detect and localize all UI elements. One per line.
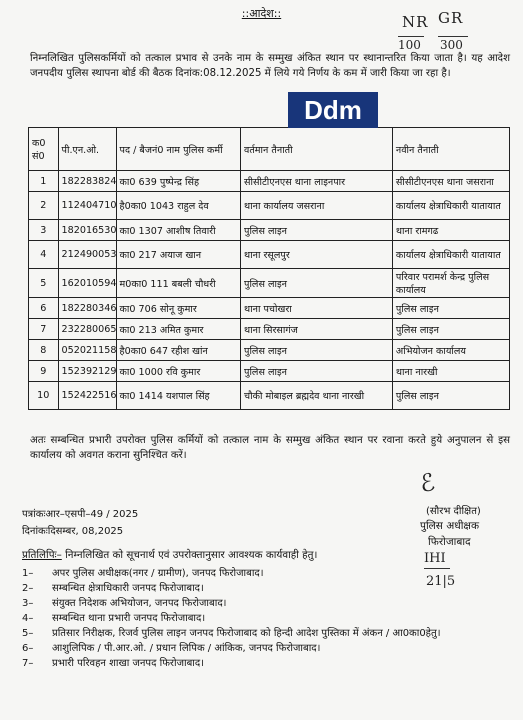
handwritten-note-gr: GR	[438, 9, 464, 27]
cell-new-posting: परिवार परामर्श केन्द्र पुलिस कार्यालय	[392, 269, 509, 298]
cell-pno: 162010594	[58, 269, 116, 298]
table-row	[29, 241, 510, 269]
header-pno: पी.एन.ओ.	[58, 128, 116, 171]
cell-pno: 212490053	[58, 241, 116, 269]
signatory-district: फिरोजाबाद	[428, 536, 471, 548]
table-row	[29, 192, 510, 220]
header-name: पद / बैजनं0 नाम पुलिस कर्मी	[116, 128, 240, 171]
copy-to-heading	[22, 548, 317, 562]
reference-date: दिनांकःदिसम्बर, 08,2025	[22, 526, 124, 537]
header-new-posting: नवीन तैनाती	[392, 128, 509, 171]
handwritten-underline	[438, 36, 468, 37]
cell-pno: 152422516	[58, 382, 116, 410]
table-row	[29, 220, 510, 241]
copy-to-list	[22, 566, 510, 671]
cell-serial: 2	[29, 192, 59, 220]
cell-serial: 8	[29, 340, 59, 361]
header-current-posting: वर्तमान तैनाती	[241, 128, 393, 171]
ddm-watermark-logo: Ddm	[288, 92, 378, 128]
table-header-row	[29, 128, 510, 171]
cell-new-posting: पुलिस लाइन	[392, 298, 509, 319]
list-item-text: संयुक्त निदेशक अभियोजन, जनपद फिरोजाबाद।	[52, 598, 227, 609]
cell-name: का0 213 अमित कुमार	[116, 319, 240, 340]
cell-serial: 1	[29, 171, 59, 192]
transfer-table	[28, 127, 510, 410]
handwritten-note-300: 300	[440, 38, 463, 52]
closing-paragraph: अतः सम्बन्धित प्रभारी उपरोक्त पुलिस कर्मियों को तत्काल नाम के सम्मुख अंकित स्थान पर रवाना करते हुये अनुपालन से इस कार्यालय को अवगत कराना सुनिश्चित करें।	[30, 435, 510, 461]
cell-current-posting: थाना पचोखरा	[241, 298, 393, 319]
handwritten-underline	[398, 36, 424, 37]
handwritten-note-100: 100	[398, 38, 421, 52]
list-item-text: प्रभारी परिवहन शाखा जनपद फिरोजाबाद।	[52, 658, 204, 669]
cell-name: का0 217 अयाज खान	[116, 241, 240, 269]
cell-serial: 5	[29, 269, 59, 298]
cell-name: का0 639 पुष्पेन्द्र सिंह	[116, 171, 240, 192]
cell-serial: 7	[29, 319, 59, 340]
cell-new-posting: पुलिस लाइन	[392, 382, 509, 410]
table-row	[29, 340, 510, 361]
cell-current-posting: चौकी मोबाइल ब्रह्मदेव थाना नारखी	[241, 382, 393, 410]
list-item	[22, 641, 510, 656]
cell-current-posting: थाना सिरसागंज	[241, 319, 393, 340]
handwritten-initials: IHI	[424, 551, 446, 566]
cell-new-posting: सीसीटीएनएस थाना जसराना	[392, 171, 509, 192]
cell-name: का0 1307 आशीष तिवारी	[116, 220, 240, 241]
list-item-number: 2–	[22, 583, 34, 594]
cell-current-posting: पुलिस लाइन	[241, 340, 393, 361]
copy-to-text: निम्नलिखित को सूचनार्थ एवं उपरोक्तानुसार आवश्यक कार्यवाही हेतु।	[61, 549, 318, 561]
list-item-text: प्रतिसार निरीक्षक, रिजर्व पुलिस लाइन जनपद फिरोजाबाद को हिन्दी आदेश पुस्तिका में अंकन / आ0का0हेतु।	[52, 628, 441, 639]
list-item-number: 6–	[22, 643, 34, 654]
handwritten-note-nr: NR	[402, 13, 429, 31]
cell-name: का0 706 सोनू कुमार	[116, 298, 240, 319]
list-item-text: सम्बन्धित थाना प्रभारी जनपद फिरोजाबाद।	[52, 613, 206, 624]
cell-current-posting: थाना कार्यालय जसराना	[241, 192, 393, 220]
table-row	[29, 382, 510, 410]
cell-serial: 4	[29, 241, 59, 269]
list-item-number: 4–	[22, 613, 34, 624]
list-item	[22, 581, 510, 596]
list-item-number: 3–	[22, 598, 34, 609]
cell-serial: 10	[29, 382, 59, 410]
cell-current-posting: सीसीटीएनएस थाना लाइनपार	[241, 171, 393, 192]
signatory-designation: पुलिस अधीक्षक	[420, 520, 480, 532]
list-item-text: आशुलिपिक / पी.आर.ओ. / प्रधान लिपिक / आंकिक, जनपद फिरोजाबाद।	[52, 643, 321, 654]
list-item-number: 5–	[22, 628, 34, 639]
cell-serial: 6	[29, 298, 59, 319]
table-row	[29, 171, 510, 192]
cell-name: का0 1414 यशपाल सिंह	[116, 382, 240, 410]
cell-pno: 112404710	[58, 192, 116, 220]
list-item-number: 7–	[22, 658, 34, 669]
table-row	[29, 269, 510, 298]
list-item-number: 1–	[22, 568, 34, 579]
copy-to-label: प्रतिलिपिः–	[22, 549, 62, 561]
cell-serial: 3	[29, 220, 59, 241]
table-row	[29, 298, 510, 319]
cell-pno: 232280065	[58, 319, 116, 340]
list-item	[22, 611, 510, 626]
cell-current-posting: थाना रसूलपुर	[241, 241, 393, 269]
cell-new-posting: कार्यालय क्षेत्राधिकारी यातायात	[392, 241, 509, 269]
cell-name: है0का0 647 रहीश खांन	[116, 340, 240, 361]
cell-pno: 052021158	[58, 340, 116, 361]
header-serial: क0 सं0	[29, 128, 59, 171]
order-heading: ::आदेश::	[241, 7, 282, 20]
reference-number: पत्रांकःआर–एसपी–49 / 2025	[22, 509, 139, 520]
cell-pno: 182016530	[58, 220, 116, 241]
cell-new-posting: अभियोजन कार्यालय	[392, 340, 509, 361]
list-item-text: अपर पुलिस अधीक्षक(नगर / ग्रामीण), जनपद फिरोजाबाद।	[52, 568, 264, 579]
list-item	[22, 656, 510, 671]
handwritten-date: 21|5	[426, 574, 456, 589]
list-item	[22, 596, 510, 611]
list-item	[22, 626, 510, 641]
cell-new-posting: थाना नारखी	[392, 361, 509, 382]
cell-name: का0 1000 रवि कुमार	[116, 361, 240, 382]
signature-scribble: ℰ	[417, 467, 437, 499]
signatory-name: (सौरभ दीक्षित)	[426, 506, 481, 517]
cell-name: म0का0 111 बबली चौधरी	[116, 269, 240, 298]
table-row	[29, 319, 510, 340]
cell-new-posting: कार्यालय क्षेत्राधिकारी यातायात	[392, 192, 509, 220]
cell-new-posting: पुलिस लाइन	[392, 319, 509, 340]
list-item	[22, 566, 510, 581]
cell-name: है0का0 1043 राहुल देव	[116, 192, 240, 220]
cell-pno: 152392129	[58, 361, 116, 382]
list-item-text: सम्बन्धित क्षेत्राधिकारी जनपद फिरोजाबाद।	[52, 583, 204, 594]
table-row	[29, 361, 510, 382]
cell-pno: 182280346	[58, 298, 116, 319]
cell-pno: 182283824	[58, 171, 116, 192]
cell-serial: 9	[29, 361, 59, 382]
order-intro-paragraph: निम्नलिखित पुलिसकर्मियों को तत्काल प्रभाव से उनके नाम के सम्मुख अंकित स्थान पर स्थानान्तरित किया जाता है। यह आदेश जनपदीय पुलिस स्थापना बोर्ड की बैठक दिनांक:08.12.2025 में लिये गये निर्णय के कम में जारी किया जा रहा है।	[30, 53, 510, 79]
cell-current-posting: पुलिस लाइन	[241, 269, 393, 298]
cell-new-posting: थाना रामगढ	[392, 220, 509, 241]
cell-current-posting: पुलिस लाइन	[241, 220, 393, 241]
cell-current-posting: पुलिस लाइन	[241, 361, 393, 382]
